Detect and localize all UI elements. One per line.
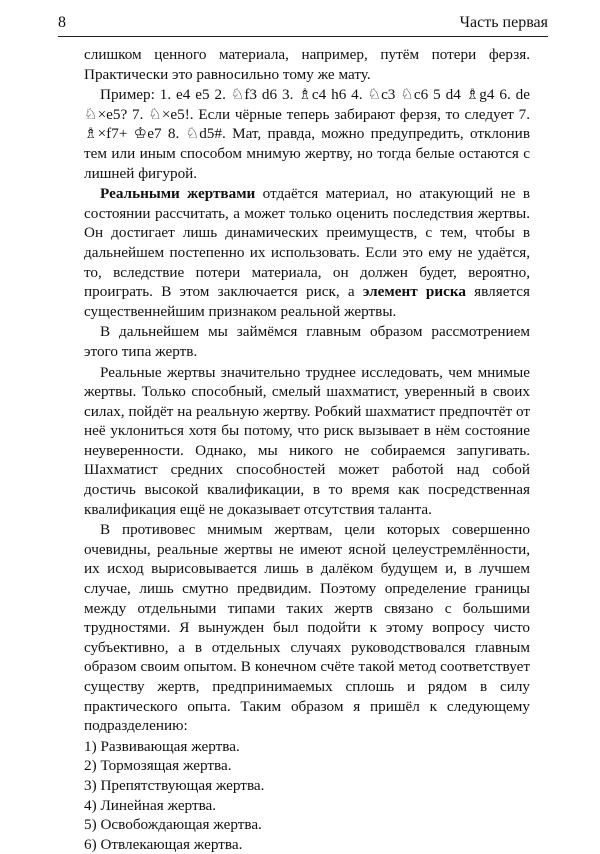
running-header [58, 10, 548, 37]
paragraph [84, 85, 530, 183]
list-item: 3) Препятствующая жертва. [84, 776, 265, 794]
text-run: Реальные жертвы значительно труднее исследовать, чем мнимые жертвы. Только способный, смелый шахматист, уверенный в своих силах, пойдёт на реальную жертву. Робкий шахматист предпочтёт от неё уклониться хотя бы потому, что риск вызывает в нём состояние неуверенности. Однако, мы никого не собираемся запугивать. Шахматист средних способностей может работой над собой достичь высокой квалификации, в то время как посредственная квалификация ещё не доказывает отсутствия таланта. [84, 363, 530, 518]
text-run: слишком ценного материала, например, путём потери ферзя. Практически это равносильно тому же мату. [84, 46, 530, 83]
text-run: является существеннейшим признаком реальной жертвы. [84, 283, 530, 320]
page-number: 8 [58, 14, 66, 31]
text-run: Пример: 1. e4 e5 2. ♘f3 d6 3. ♗c4 h6 4. ♘c3 ♘c6 5 d4 ♗g4 6. de ♘×e5? 7. ♘×e5!. Если чёрные теперь забирают ферзя, то следует 7. ♗×f7+ ♔e7 8. ♘d5#. Мат, правда, можно предупредить, отклонив тем или иным способом мнимую жертву, но тогда белые остаются с лишней фигурой. [84, 86, 530, 182]
paragraph [84, 322, 530, 361]
text-run: В противовес мнимым жертвам, цели которых совершенно очевидны, реальные жертвы не имеют ясной целеустремлённости, их исход вырисовывается лишь в далёком будущем и, в лучшем случае, лишь смутно предвидим. Поэтому определение границы между отдельными типами таких жертв связано с большими трудностями. Я вынужден был подойти к этому вопросу чисто субъективно, а в отдельных случаях руководствовался главным образом своим опытом. В конечном счёте такой метод соответствует существу жертв, предпринимаемых сплошь и рядом в силу практического опыта. Таким образом я пришёл к следующему подразделению: [84, 521, 530, 735]
paragraph [84, 363, 530, 520]
list-item: 5) Освобождающая жертва. [84, 816, 262, 834]
sacrifice-type-list [84, 737, 530, 854]
list-item: 2) Тормозящая жертва. [84, 757, 232, 775]
body-text [84, 45, 530, 854]
section-title: Часть первая [459, 14, 548, 31]
text-run: отдаётся материал, но атакующий не в состоянии рассчитать, а может только оценить последствия жертвы. Он достигает лишь динамических преимуществ, с тем, чтобы в дальнейшем постепенно их использовать. Если это ему не удаётся, то, вследствие потери материала, он должен будет, вероятно, проиграть. В этом заключается риск, а [84, 185, 530, 301]
paragraph [84, 45, 530, 84]
list-item: 1) Развивающая жертва. [84, 737, 240, 755]
text-run: В дальнейшем мы займёмся главным образом рассмотрением этого типа жертв. [84, 323, 530, 360]
bold-term: элемент риска [362, 283, 466, 301]
list-item: 4) Линейная жертва. [84, 796, 217, 814]
paragraph [84, 184, 530, 321]
bold-term: Реальными жертвами [100, 185, 256, 203]
paragraph [84, 520, 530, 736]
list-item: 6) Отвлекающая жертва. [84, 835, 243, 853]
